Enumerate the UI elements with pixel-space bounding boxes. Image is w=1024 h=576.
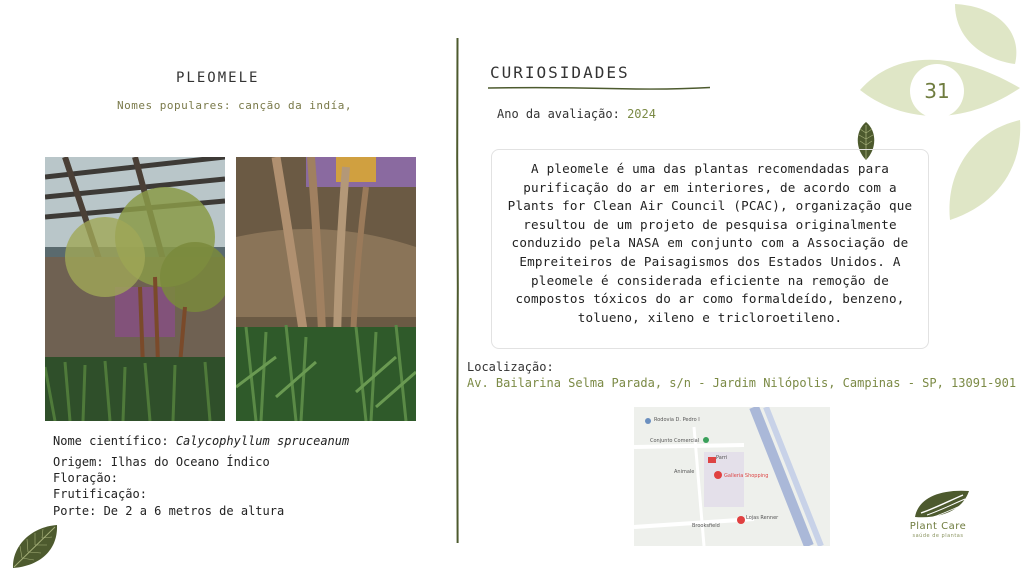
location-address[interactable]: Av. Bailarina Selma Parada, s/n - Jardim Nilópolis, Campinas - SP, 13091-901: [467, 376, 1017, 390]
fruiting: Frutificação:: [53, 487, 147, 501]
evaluation-year: Ano da avaliação: 2024: [497, 107, 656, 121]
map-label: Conjunto Comercial: [650, 438, 700, 444]
flowering: Floração:: [53, 471, 119, 485]
location-label: Localização:: [467, 360, 554, 374]
size: Porte: De 2 a 6 metros de altura: [53, 504, 285, 518]
plant-photo-1: [45, 157, 225, 421]
scientific-name: Nome científico: Calycophyllum spruceanum: [53, 434, 350, 448]
plant-care-logo: [913, 487, 971, 521]
popular-names: Nomes populares: canção da indía,: [117, 99, 353, 112]
plant-photo-2: [236, 157, 416, 421]
brand-name: Plant Care: [909, 521, 967, 532]
leaf-icon: [10, 522, 60, 570]
map-label: Animale: [674, 469, 695, 475]
map-label: Lojas Renner: [746, 515, 779, 521]
map-label: Galleria Shopping: [724, 473, 769, 479]
brand-tagline: saúde de plantas: [912, 533, 964, 539]
title-underline: [488, 86, 710, 90]
location-map[interactable]: [634, 407, 830, 546]
origin: Origem: Ilhas do Oceano Índico: [53, 455, 270, 469]
map-label: Parri: [716, 455, 728, 461]
divider: [456, 38, 459, 543]
map-label: Rodovia D. Pedro I: [654, 417, 700, 423]
page-number: 31: [910, 64, 964, 118]
map-label: Brooksfield: [692, 523, 720, 529]
curiosities-text: A pleomele é uma das plantas recomendadas para purificação do ar em interiores, de acordo com a Plants for Clean Air Council (PCAC), organização que resultou de um projeto de pesquisa originalmente conduzido pela NASA em conjunto com a Associação de Empreiteiros de Paisagismos dos Estados Unidos. A pleomele é considerada eficiente na remoção de compostos tóxicos do ar como formaldeído, benzeno, tolueno, xileno e tricloroetileno.: [491, 149, 929, 349]
plant-name: PLEOMELE: [176, 70, 260, 86]
curiosities-title: CURIOSIDADES: [490, 63, 630, 82]
